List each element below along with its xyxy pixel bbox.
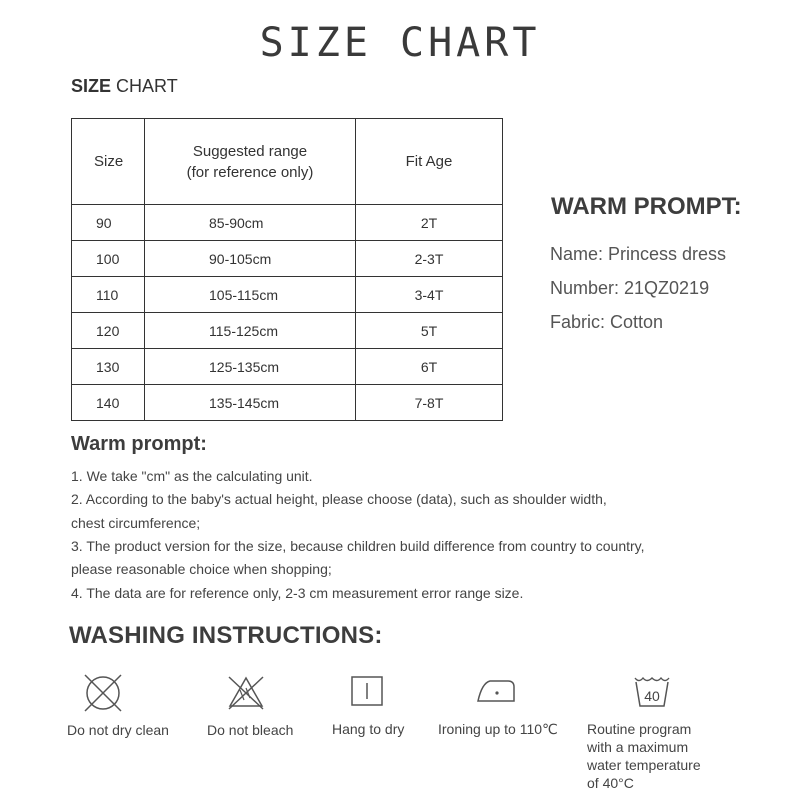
section-title-size-chart [71,76,178,97]
table-row [72,385,503,421]
wash-temp-text: 40 [644,688,660,704]
warm-prompt-line: please reasonable choice when shopping; [71,561,332,577]
wash-40-icon [633,674,671,708]
cell-range: 105-115cm [145,277,356,313]
cell-range: 90-105cm [145,241,356,277]
wash-label-line: water temperature [587,757,701,773]
subtitle-rest: CHART [116,76,178,96]
cell-size: 130 [72,349,145,385]
table-row [72,205,503,241]
cell-age: 2T [356,205,503,241]
table-header-row [72,119,503,205]
wash-label-line: of 40°C [587,775,634,791]
header-suggested-range [145,119,356,205]
header-fit-age: Fit Age [356,119,503,205]
iron-icon [476,677,516,703]
wash-label-bleach: Do not bleach [207,722,294,738]
warm-prompt-side-heading: WARM PROMPT: [551,193,742,220]
header-size: Size [72,119,145,205]
wash-label-hang: Hang to dry [332,721,405,737]
wash-label-line: Routine program [587,721,692,737]
cell-range: 135-145cm [145,385,356,421]
washing-instructions-heading: WASHING INSTRUCTIONS: [69,622,383,649]
do-not-bleach-icon [226,674,266,712]
cell-range: 85-90cm [145,205,356,241]
warm-prompt-line: 2. According to the baby's actual height, please choose (data), such as shoulder width, [71,491,607,507]
table-row [72,277,503,313]
cell-age: 2-3T [356,241,503,277]
wash-label-line: with a maximum [587,739,689,755]
cell-age: 3-4T [356,277,503,313]
table-row [72,241,503,277]
header-range-line1: Suggested range [192,142,308,160]
cell-range: 125-135cm [145,349,356,385]
do-not-dry-clean-icon [82,672,124,714]
table-row [72,349,503,385]
cell-size: 100 [72,241,145,277]
warm-prompt-heading: Warm prompt: [71,433,207,455]
cell-range: 115-125cm [145,313,356,349]
cell-age: 5T [356,313,503,349]
product-fabric: Fabric: Cotton [550,312,664,332]
cell-age: 7-8T [356,385,503,421]
warm-prompt-line: 3. The product version for the size, because children build difference from country to country, [71,538,645,554]
cell-size: 90 [72,205,145,241]
wash-label-dry-clean: Do not dry clean [67,722,169,738]
cell-size: 140 [72,385,145,421]
warm-prompt-line: chest circumference; [71,515,201,531]
page-title: SIZE CHART [259,20,541,66]
subtitle-bold: SIZE [71,76,112,96]
wash-label-routine [587,720,701,792]
header-range-line2: (for reference only) [186,163,314,181]
hang-to-dry-icon [350,675,384,707]
wash-label-iron: Ironing up to 110℃ [438,721,558,737]
product-name: Name: Princess dress [550,244,727,264]
warm-prompt-line: 4. The data are for reference only, 2-3 cm measurement error range size. [71,585,524,601]
warm-prompt-line: 1. We take "cm" as the calculating unit. [71,468,313,484]
cell-size: 110 [72,277,145,313]
cell-size: 120 [72,313,145,349]
product-number: Number: 21QZ0219 [550,278,710,298]
table-row [72,313,503,349]
size-chart-table [71,118,503,421]
cell-age: 6T [356,349,503,385]
